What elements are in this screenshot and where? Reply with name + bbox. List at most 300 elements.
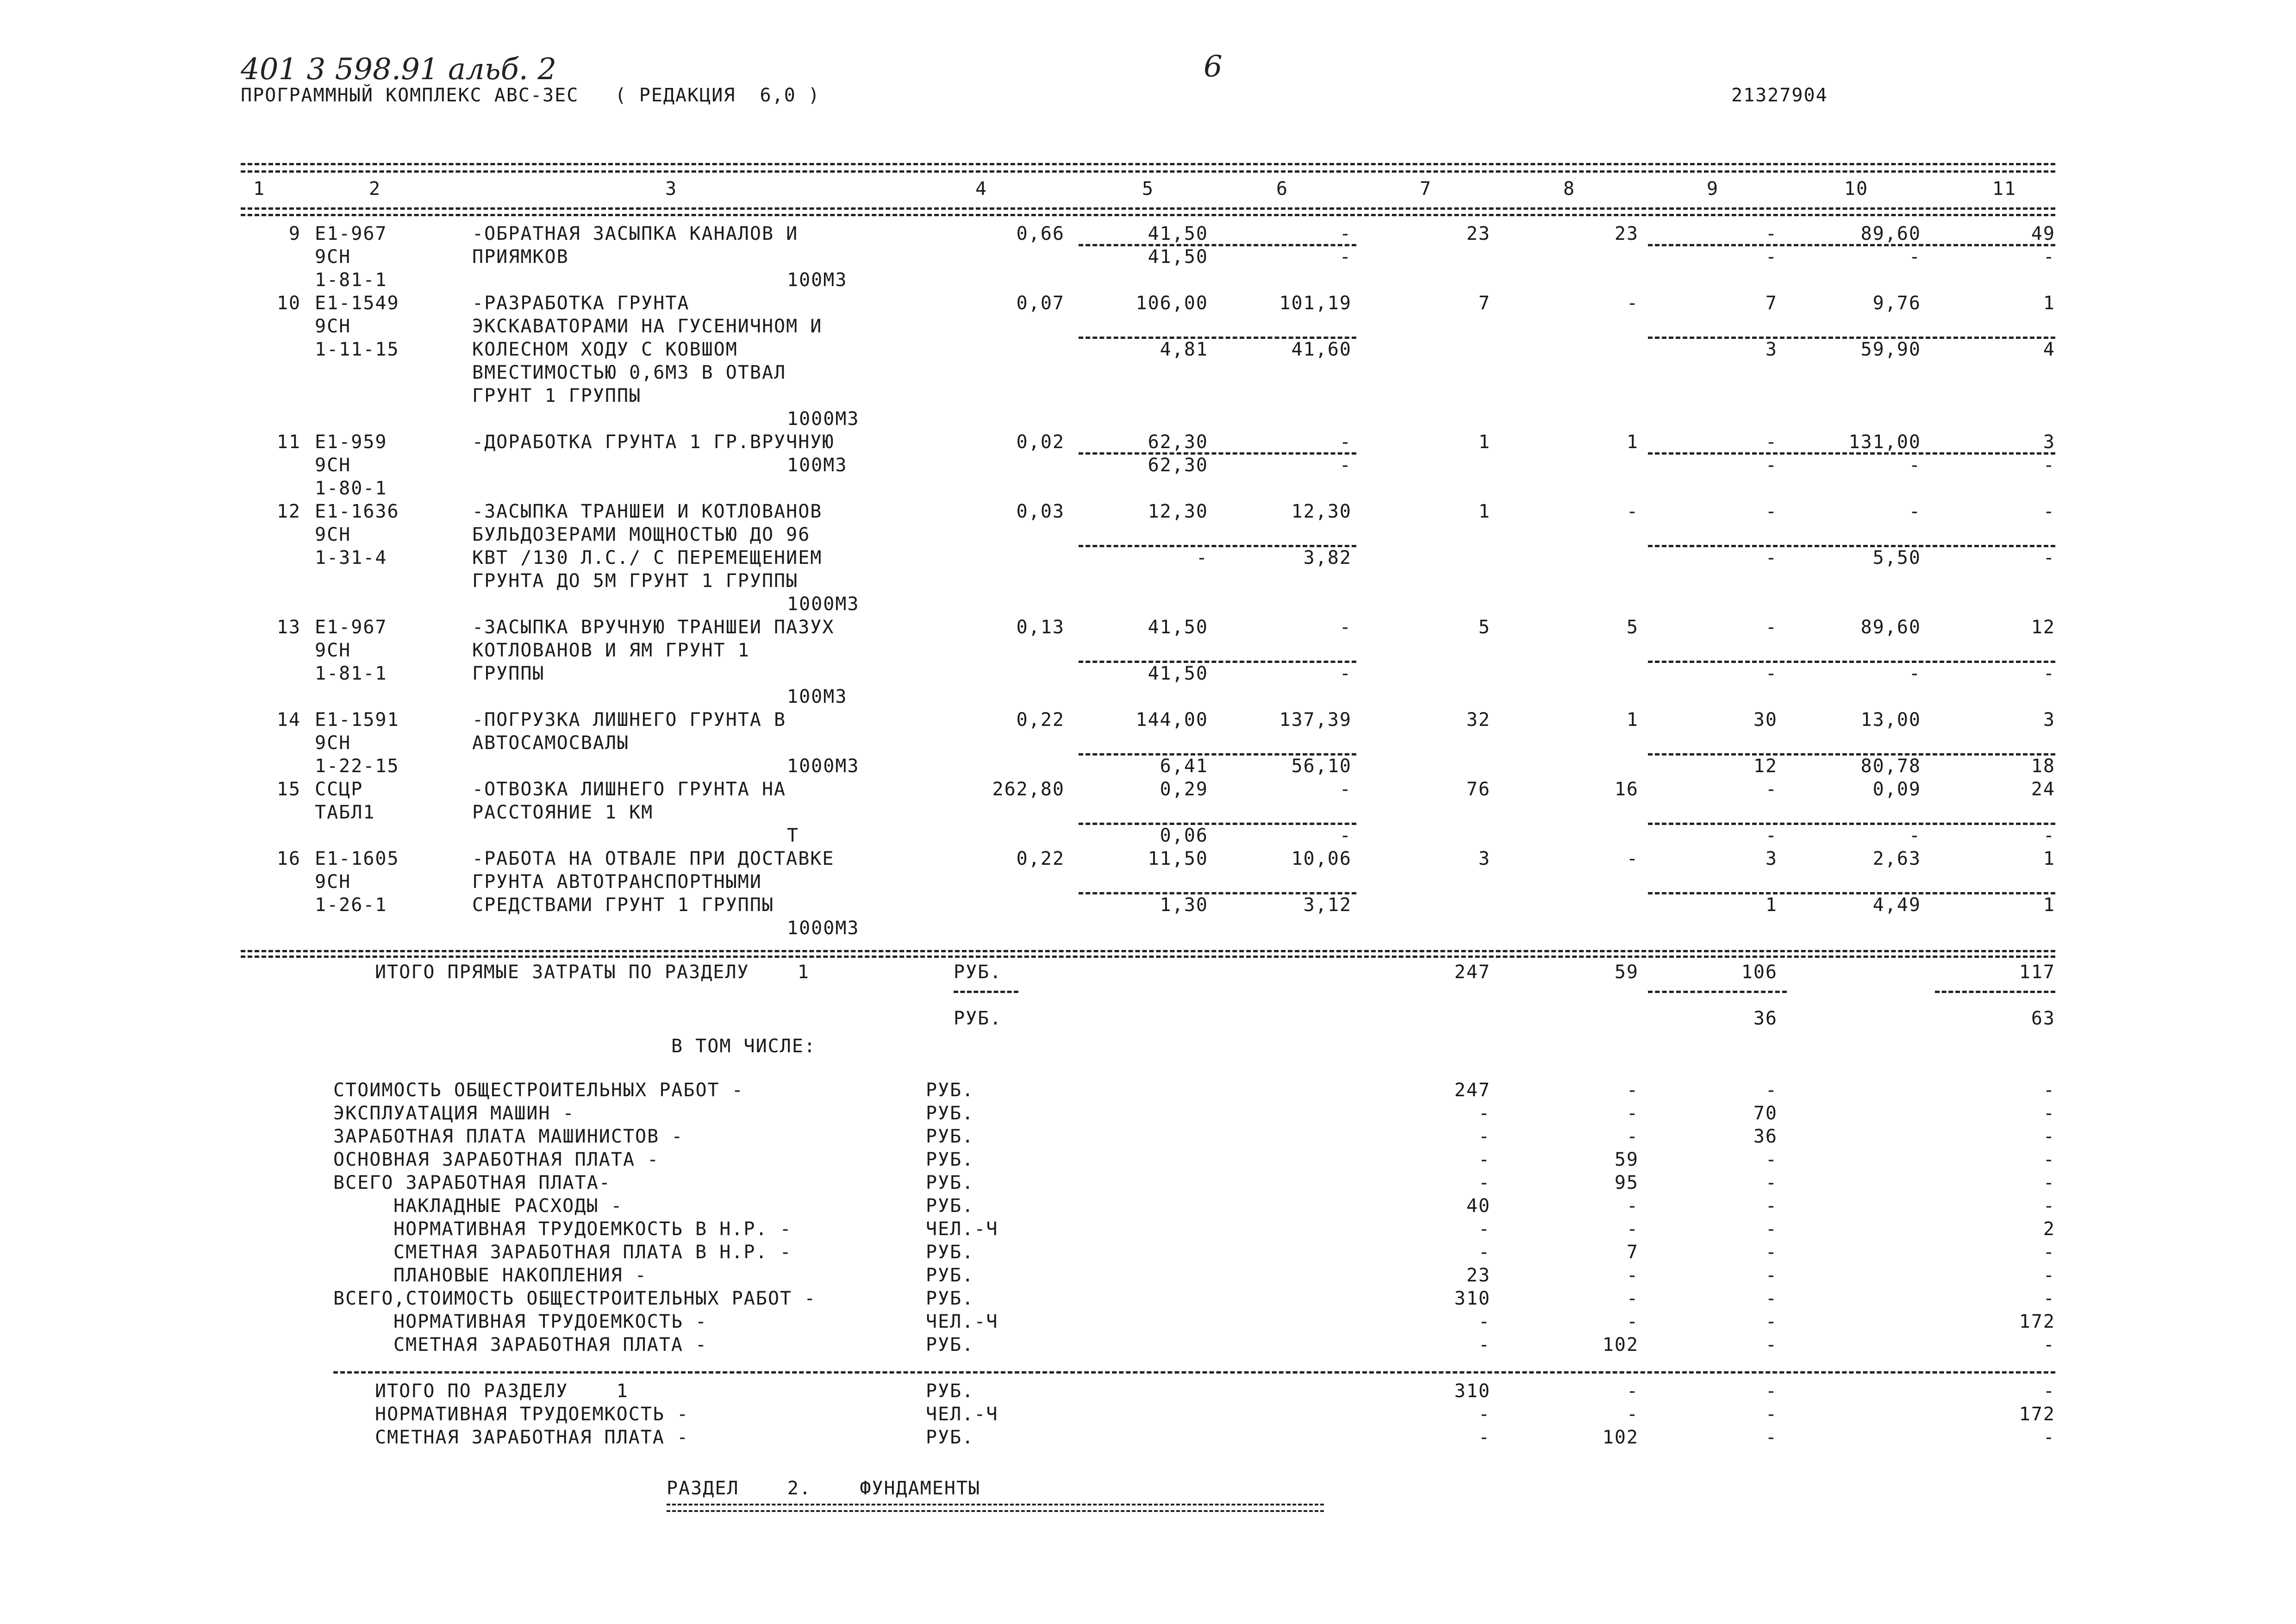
cell-c6b: 3,82 — [1303, 547, 1352, 568]
row-code: Е1-1591 — [315, 709, 399, 731]
cell-c10a: 131,00 — [1848, 431, 1921, 453]
breakdown-c11: - — [2043, 1126, 2055, 1147]
cell-c4: 0,22 — [1016, 709, 1065, 731]
cell-c5b: 1,30 — [1160, 894, 1208, 916]
cell-c4: 0,03 — [1016, 501, 1065, 522]
section-total-c11: 172 — [2019, 1404, 2055, 1425]
itogo-direct-c9b: 36 — [1753, 1008, 1778, 1029]
breakdown-c8: - — [1626, 1311, 1639, 1332]
itogo-direct-c11: 117 — [2019, 962, 2055, 983]
breakdown-c8: 102 — [1602, 1334, 1639, 1355]
breakdown-c8: - — [1626, 1195, 1639, 1217]
row-description: -ДОРАБОТКА ГРУНТА 1 ГР.ВРУЧНУЮ — [472, 431, 835, 453]
itogo-sub-rule — [1648, 991, 1787, 993]
cell-c6a: 12,30 — [1291, 501, 1352, 522]
section-total-c9: - — [1765, 1427, 1778, 1448]
cell-c6b: 3,12 — [1303, 894, 1352, 916]
breakdown-c8: - — [1626, 1103, 1639, 1124]
cell-c5a: 106,00 — [1136, 293, 1208, 314]
section-total-c9: - — [1765, 1404, 1778, 1425]
cell-c8: - — [1626, 848, 1639, 869]
breakdown-c8: - — [1626, 1080, 1639, 1101]
breakdown-c7: - — [1478, 1311, 1491, 1332]
cell-c9b: 1 — [1765, 894, 1778, 916]
breakdown-unit: РУБ. — [926, 1080, 974, 1101]
breakdown-c9: - — [1765, 1080, 1778, 1101]
breakdown-c11: - — [2043, 1265, 2055, 1286]
breakdown-c11: 2 — [2043, 1218, 2055, 1240]
row-number: 12 — [276, 501, 301, 522]
cell-c5b: - — [1196, 547, 1208, 568]
row-sub-rule — [1079, 452, 1356, 455]
breakdown-unit: РУБ. — [926, 1172, 974, 1193]
cell-c11a: - — [2043, 501, 2055, 522]
row-number: 9 — [288, 223, 301, 244]
including-label: В ТОМ ЧИСЛЕ: — [671, 1036, 816, 1057]
row-number: 15 — [276, 779, 301, 800]
cell-c5a: 0,29 — [1160, 779, 1208, 800]
breakdown-label: ВСЕГО ЗАРАБОТНАЯ ПЛАТА- — [333, 1172, 611, 1193]
breakdown-c8: - — [1626, 1265, 1639, 1286]
breakdown-c9: - — [1765, 1242, 1778, 1263]
breakdown-c11: - — [2043, 1242, 2055, 1263]
cell-c11a: 49 — [2031, 223, 2055, 244]
document-number: 21327904 — [1731, 85, 1828, 106]
breakdown-label: СМЕТНАЯ ЗАРАБОТНАЯ ПЛАТА - — [393, 1334, 708, 1355]
column-header-3: 3 — [665, 178, 678, 200]
breakdown-c7: - — [1478, 1334, 1491, 1355]
cell-c6b: - — [1339, 455, 1352, 476]
breakdown-label: ЗАРАБОТНАЯ ПЛАТА МАШИНИСТОВ - — [333, 1126, 684, 1147]
row-code: 9СН — [315, 316, 351, 337]
cell-c7: 32 — [1466, 709, 1491, 731]
cell-c5b: 0,06 — [1160, 825, 1208, 846]
cell-c5b: 4,81 — [1160, 339, 1208, 360]
cell-c9a: 30 — [1753, 709, 1778, 731]
cell-c9a: - — [1765, 223, 1778, 244]
cell-c11b: 18 — [2031, 756, 2055, 777]
cell-c10b: - — [1909, 825, 1921, 846]
cell-c10a: 89,60 — [1860, 617, 1921, 638]
cell-c5b: 41,50 — [1148, 663, 1208, 684]
table-top-rule — [241, 163, 2055, 165]
row-sub-rule — [1648, 661, 2055, 663]
row-sub-rule — [1648, 452, 2055, 455]
breakdown-c7: - — [1478, 1242, 1491, 1263]
cell-c6a: - — [1339, 431, 1352, 453]
cell-c6b: 41,60 — [1291, 339, 1352, 360]
cell-c11b: 1 — [2043, 894, 2055, 916]
breakdown-c11: - — [2043, 1172, 2055, 1193]
next-section-heading: РАЗДЕЛ 2. ФУНДАМЕНТЫ — [667, 1478, 981, 1499]
cell-c7: 1 — [1478, 501, 1491, 522]
row-description: СРЕДСТВАМИ ГРУНТ 1 ГРУППЫ — [472, 894, 774, 916]
row-sub-rule — [1648, 892, 2055, 894]
breakdown-label: ЭКСПЛУАТАЦИЯ МАШИН - — [333, 1103, 575, 1124]
breakdown-label: НОРМАТИВНАЯ ТРУДОЕМКОСТЬ - — [393, 1311, 708, 1332]
cell-c7: 5 — [1478, 617, 1491, 638]
column-header-10: 10 — [1844, 178, 1869, 200]
totals-top-rule — [241, 950, 2055, 952]
row-description: КОТЛОВАНОВ И ЯМ ГРУНТ 1 — [472, 640, 750, 661]
cell-c11a: 1 — [2043, 293, 2055, 314]
row-code: 1-81-1 — [315, 269, 387, 291]
cell-c10b: - — [1909, 455, 1921, 476]
row-unit: 1000М3 — [787, 918, 860, 939]
cell-c9a: - — [1765, 617, 1778, 638]
header-bottom-rule-2 — [241, 214, 2055, 216]
cell-c5a: 62,30 — [1148, 431, 1208, 453]
section-total-unit: РУБ. — [926, 1427, 974, 1448]
breakdown-c11: 172 — [2019, 1311, 2055, 1332]
row-description: -ПОГРУЗКА ЛИШНЕГО ГРУНТА В — [472, 709, 786, 731]
row-sub-rule — [1648, 545, 2055, 547]
itogo-direct-unit: РУБ. — [954, 962, 1002, 983]
table-top-rule-2 — [241, 170, 2055, 173]
cell-c6a: 137,39 — [1279, 709, 1352, 731]
column-header-5: 5 — [1142, 178, 1154, 200]
cell-c5a: 11,50 — [1148, 848, 1208, 869]
cell-c9b: 3 — [1765, 339, 1778, 360]
itogo-direct-c8: 59 — [1614, 962, 1639, 983]
cell-c9b: 12 — [1753, 756, 1778, 777]
breakdown-c9: - — [1765, 1149, 1778, 1170]
cell-c8: 1 — [1626, 431, 1639, 453]
row-unit: 1000М3 — [787, 756, 860, 777]
row-description: -ОТВОЗКА ЛИШНЕГО ГРУНТА НА — [472, 779, 786, 800]
itogo-direct-c11b: 63 — [2031, 1008, 2055, 1029]
breakdown-c11: - — [2043, 1080, 2055, 1101]
row-sub-rule — [1648, 753, 2055, 756]
cell-c11b: - — [2043, 246, 2055, 268]
section-total-c8: 102 — [1602, 1427, 1639, 1448]
row-number: 10 — [276, 293, 301, 314]
cell-c6a: 101,19 — [1279, 293, 1352, 314]
cell-c6b: - — [1339, 663, 1352, 684]
cell-c8: 1 — [1626, 709, 1639, 731]
breakdown-c8: - — [1626, 1288, 1639, 1309]
row-description: РАССТОЯНИЕ 1 КМ — [472, 802, 654, 823]
cell-c11a: 3 — [2043, 431, 2055, 453]
section-total-c9: - — [1765, 1380, 1778, 1402]
breakdown-c7: 247 — [1454, 1080, 1491, 1101]
row-description: АВТОСАМОСВАЛЫ — [472, 732, 630, 754]
breakdown-unit: РУБ. — [926, 1195, 974, 1217]
row-code: 9СН — [315, 455, 351, 476]
breakdown-unit: ЧЕЛ.-Ч — [926, 1311, 998, 1332]
header-bottom-rule — [241, 207, 2055, 210]
row-code: Е1-967 — [315, 617, 387, 638]
breakdown-c11: - — [2043, 1334, 2055, 1355]
breakdown-c9: - — [1765, 1195, 1778, 1217]
section-total-unit: ЧЕЛ.-Ч — [926, 1404, 998, 1425]
row-code: 1-31-4 — [315, 547, 387, 568]
cell-c6a: - — [1339, 223, 1352, 244]
cell-c9a: - — [1765, 779, 1778, 800]
column-header-9: 9 — [1706, 178, 1719, 200]
cell-c11b: - — [2043, 547, 2055, 568]
row-description: -РАБОТА НА ОТВАЛЕ ПРИ ДОСТАВКЕ — [472, 848, 835, 869]
breakdown-c11: - — [2043, 1103, 2055, 1124]
cell-c4: 0,13 — [1016, 617, 1065, 638]
breakdown-c7: 310 — [1454, 1288, 1491, 1309]
row-unit: 100М3 — [787, 269, 848, 291]
cell-c10b: - — [1909, 246, 1921, 268]
breakdown-c11: - — [2043, 1288, 2055, 1309]
breakdown-c7: - — [1478, 1149, 1491, 1170]
breakdown-c9: - — [1765, 1265, 1778, 1286]
breakdown-c7: 23 — [1466, 1265, 1491, 1286]
cell-c6b: - — [1339, 825, 1352, 846]
row-code: 9СН — [315, 640, 351, 661]
itogo-direct-label: ИТОГО ПРЯМЫЕ ЗАТРАТЫ ПО РАЗДЕЛУ 1 — [375, 962, 810, 983]
cell-c9a: - — [1765, 431, 1778, 453]
row-sub-rule — [1648, 823, 2055, 825]
row-code: 1-11-15 — [315, 339, 399, 360]
column-header-1: 1 — [253, 178, 266, 200]
breakdown-c9: - — [1765, 1172, 1778, 1193]
handwritten-page-number: 6 — [1204, 50, 1223, 84]
cell-c10a: 2,63 — [1872, 848, 1921, 869]
cell-c4: 0,02 — [1016, 431, 1065, 453]
column-header-11: 11 — [1992, 178, 2017, 200]
cell-c7: 3 — [1478, 848, 1491, 869]
cell-c4: 0,07 — [1016, 293, 1065, 314]
cell-c11b: - — [2043, 455, 2055, 476]
cell-c6b: - — [1339, 246, 1352, 268]
breakdown-unit: ЧЕЛ.-Ч — [926, 1218, 998, 1240]
row-sub-rule — [1079, 823, 1356, 825]
cell-c6a: - — [1339, 617, 1352, 638]
breakdown-unit: РУБ. — [926, 1265, 974, 1286]
cell-c4: 0,66 — [1016, 223, 1065, 244]
itogo-direct-unit-2: РУБ. — [954, 1008, 1002, 1029]
section-total-label: НОРМАТИВНАЯ ТРУДОЕМКОСТЬ - — [375, 1404, 689, 1425]
breakdown-c9: - — [1765, 1311, 1778, 1332]
row-code: 1-26-1 — [315, 894, 387, 916]
cell-c10a: 9,76 — [1872, 293, 1921, 314]
section-total-c11: - — [2043, 1427, 2055, 1448]
row-description: -ОБРАТНАЯ ЗАСЫПКА КАНАЛОВ И — [472, 223, 799, 244]
cell-c7: 1 — [1478, 431, 1491, 453]
row-unit: 1000М3 — [787, 408, 860, 430]
cell-c10a: - — [1909, 501, 1921, 522]
section-total-c7: 310 — [1454, 1380, 1491, 1402]
row-description: -ЗАСЫПКА ТРАНШЕИ И КОТЛОВАНОВ — [472, 501, 823, 522]
breakdown-c8: 59 — [1614, 1149, 1639, 1170]
row-code: Е1-1605 — [315, 848, 399, 869]
itogo-direct-c7: 247 — [1454, 962, 1491, 983]
cell-c7: 7 — [1478, 293, 1491, 314]
cell-c5a: 41,50 — [1148, 617, 1208, 638]
cell-c9a: 3 — [1765, 848, 1778, 869]
row-sub-rule — [1079, 661, 1356, 663]
itogo-sub-rule — [954, 991, 1018, 993]
breakdown-c8: 7 — [1626, 1242, 1639, 1263]
row-code: ТАБЛ1 — [315, 802, 375, 823]
section-total-rule — [333, 1371, 2055, 1374]
breakdown-c8: - — [1626, 1218, 1639, 1240]
row-description: БУЛЬДОЗЕРАМИ МОЩНОСТЬЮ ДО 96 — [472, 524, 811, 545]
row-description: ВМЕСТИМОСТЬЮ 0,6М3 В ОТВАЛ — [472, 362, 786, 383]
row-number: 13 — [276, 617, 301, 638]
breakdown-c7: 40 — [1466, 1195, 1491, 1217]
cell-c9b: - — [1765, 455, 1778, 476]
handwritten-album-code: 401 3 598.91 альб. 2 — [241, 52, 557, 87]
cell-c4: 0,22 — [1016, 848, 1065, 869]
cell-c9b: - — [1765, 825, 1778, 846]
row-description: КОЛЕСНОМ ХОДУ С КОВШОМ — [472, 339, 738, 360]
row-number: 11 — [276, 431, 301, 453]
section-total-c8: - — [1626, 1380, 1639, 1402]
cell-c8: 5 — [1626, 617, 1639, 638]
breakdown-label: НОРМАТИВНАЯ ТРУДОЕМКОСТЬ В Н.Р. - — [393, 1218, 792, 1240]
breakdown-unit: РУБ. — [926, 1288, 974, 1309]
row-code: 9СН — [315, 524, 351, 545]
breakdown-unit: РУБ. — [926, 1242, 974, 1263]
breakdown-c9: - — [1765, 1334, 1778, 1355]
row-code: Е1-959 — [315, 431, 387, 453]
row-code: 9СН — [315, 246, 351, 268]
row-description: -РАЗРАБОТКА ГРУНТА — [472, 293, 690, 314]
column-header-6: 6 — [1276, 178, 1289, 200]
breakdown-unit: РУБ. — [926, 1126, 974, 1147]
row-code: 9СН — [315, 871, 351, 893]
cell-c5b: 6,41 — [1160, 756, 1208, 777]
cell-c5b: 62,30 — [1148, 455, 1208, 476]
cell-c8: - — [1626, 501, 1639, 522]
row-description: КВТ /130 Л.С./ С ПЕРЕМЕЩЕНИЕМ — [472, 547, 823, 568]
next-section-underline — [667, 1504, 1324, 1512]
cell-c7: 76 — [1466, 779, 1491, 800]
cell-c10a: 89,60 — [1860, 223, 1921, 244]
cell-c7: 23 — [1466, 223, 1491, 244]
row-description: ГРУНТА АВТОТРАНСПОРТНЫМИ — [472, 871, 762, 893]
cell-c11a: 12 — [2031, 617, 2055, 638]
row-unit: 1000М3 — [787, 593, 860, 615]
breakdown-c9: - — [1765, 1218, 1778, 1240]
cell-c10b: 59,90 — [1860, 339, 1921, 360]
breakdown-c11: - — [2043, 1149, 2055, 1170]
cell-c6a: 10,06 — [1291, 848, 1352, 869]
cell-c9a: - — [1765, 501, 1778, 522]
cell-c10b: 80,78 — [1860, 756, 1921, 777]
program-title: ПРОГРАММНЫЙ КОМПЛЕКС АВС-3ЕС ( РЕДАКЦИЯ 6,0 ) — [241, 85, 820, 106]
itogo-sub-rule — [1935, 991, 2055, 993]
row-description: ГРУППЫ — [472, 663, 545, 684]
cell-c5a: 41,50 — [1148, 223, 1208, 244]
breakdown-label: СТОИМОСТЬ ОБЩЕСТРОИТЕЛЬНЫХ РАБОТ - — [333, 1080, 744, 1101]
itogo-direct-c9: 106 — [1741, 962, 1778, 983]
row-unit: 100М3 — [787, 686, 848, 707]
cell-c10a: 13,00 — [1860, 709, 1921, 731]
breakdown-c7: - — [1478, 1218, 1491, 1240]
row-code: Е1-967 — [315, 223, 387, 244]
row-code: Е1-1549 — [315, 293, 399, 314]
row-code: ССЦР — [315, 779, 363, 800]
breakdown-label: НАКЛАДНЫЕ РАСХОДЫ - — [393, 1195, 623, 1217]
cell-c10a: 0,09 — [1872, 779, 1921, 800]
row-sub-rule — [1648, 337, 2055, 339]
breakdown-c11: - — [2043, 1195, 2055, 1217]
breakdown-c8: 95 — [1614, 1172, 1639, 1193]
row-description: ГРУНТА ДО 5М ГРУНТ 1 ГРУППЫ — [472, 570, 799, 592]
cell-c11a: 3 — [2043, 709, 2055, 731]
column-header-7: 7 — [1419, 178, 1432, 200]
section-total-label: ИТОГО ПО РАЗДЕЛУ 1 — [375, 1380, 629, 1402]
row-description: ГРУНТ 1 ГРУППЫ — [472, 385, 642, 406]
cell-c8: - — [1626, 293, 1639, 314]
section-total-c8: - — [1626, 1404, 1639, 1425]
breakdown-unit: РУБ. — [926, 1149, 974, 1170]
row-code: 1-81-1 — [315, 663, 387, 684]
row-description: ПРИЯМКОВ — [472, 246, 569, 268]
breakdown-c9: - — [1765, 1288, 1778, 1309]
breakdown-c8: - — [1626, 1126, 1639, 1147]
cell-c9b: - — [1765, 246, 1778, 268]
section-total-c11: - — [2043, 1380, 2055, 1402]
cell-c10b: 5,50 — [1872, 547, 1921, 568]
section-total-label: СМЕТНАЯ ЗАРАБОТНАЯ ПЛАТА - — [375, 1427, 689, 1448]
cell-c6a: - — [1339, 779, 1352, 800]
cell-c8: 16 — [1614, 779, 1639, 800]
breakdown-label: ПЛАНОВЫЕ НАКОПЛЕНИЯ - — [393, 1265, 647, 1286]
row-code: 1-80-1 — [315, 478, 387, 499]
section-total-c7: - — [1478, 1404, 1491, 1425]
breakdown-label: ВСЕГО,СТОИМОСТЬ ОБЩЕСТРОИТЕЛЬНЫХ РАБОТ - — [333, 1288, 817, 1309]
cell-c5a: 144,00 — [1136, 709, 1208, 731]
row-code: 9СН — [315, 732, 351, 754]
breakdown-c9: 36 — [1753, 1126, 1778, 1147]
column-header-8: 8 — [1563, 178, 1576, 200]
row-description: -ЗАСЫПКА ВРУЧНУЮ ТРАНШЕИ ПАЗУХ — [472, 617, 835, 638]
cell-c11a: 1 — [2043, 848, 2055, 869]
cell-c9b: - — [1765, 547, 1778, 568]
cell-c4: 262,80 — [992, 779, 1065, 800]
cell-c11a: 24 — [2031, 779, 2055, 800]
breakdown-c7: - — [1478, 1126, 1491, 1147]
breakdown-c7: - — [1478, 1103, 1491, 1124]
row-number: 14 — [276, 709, 301, 731]
totals-top-rule-2 — [241, 956, 2055, 958]
cell-c11b: - — [2043, 825, 2055, 846]
row-unit: Т — [787, 825, 799, 846]
breakdown-c9: 70 — [1753, 1103, 1778, 1124]
breakdown-label: ОСНОВНАЯ ЗАРАБОТНАЯ ПЛАТА - — [333, 1149, 660, 1170]
cell-c8: 23 — [1614, 223, 1639, 244]
cell-c11b: - — [2043, 663, 2055, 684]
cell-c5b: 41,50 — [1148, 246, 1208, 268]
row-description: ЭКСКАВАТОРАМИ НА ГУСЕНИЧНОМ И — [472, 316, 823, 337]
row-sub-rule — [1079, 244, 1356, 246]
cell-c10b: - — [1909, 663, 1921, 684]
row-unit: 100М3 — [787, 455, 848, 476]
row-sub-rule — [1648, 244, 2055, 246]
cell-c9a: 7 — [1765, 293, 1778, 314]
column-header-2: 2 — [368, 178, 381, 200]
breakdown-unit: РУБ. — [926, 1334, 974, 1355]
cell-c5a: 12,30 — [1148, 501, 1208, 522]
row-code: Е1-1636 — [315, 501, 399, 522]
cell-c11b: 4 — [2043, 339, 2055, 360]
cell-c9b: - — [1765, 663, 1778, 684]
cell-c6b: 56,10 — [1291, 756, 1352, 777]
breakdown-c7: - — [1478, 1172, 1491, 1193]
breakdown-label: СМЕТНАЯ ЗАРАБОТНАЯ ПЛАТА В Н.Р. - — [393, 1242, 792, 1263]
section-total-unit: РУБ. — [926, 1380, 974, 1402]
column-header-4: 4 — [975, 178, 988, 200]
section-total-c7: - — [1478, 1427, 1491, 1448]
